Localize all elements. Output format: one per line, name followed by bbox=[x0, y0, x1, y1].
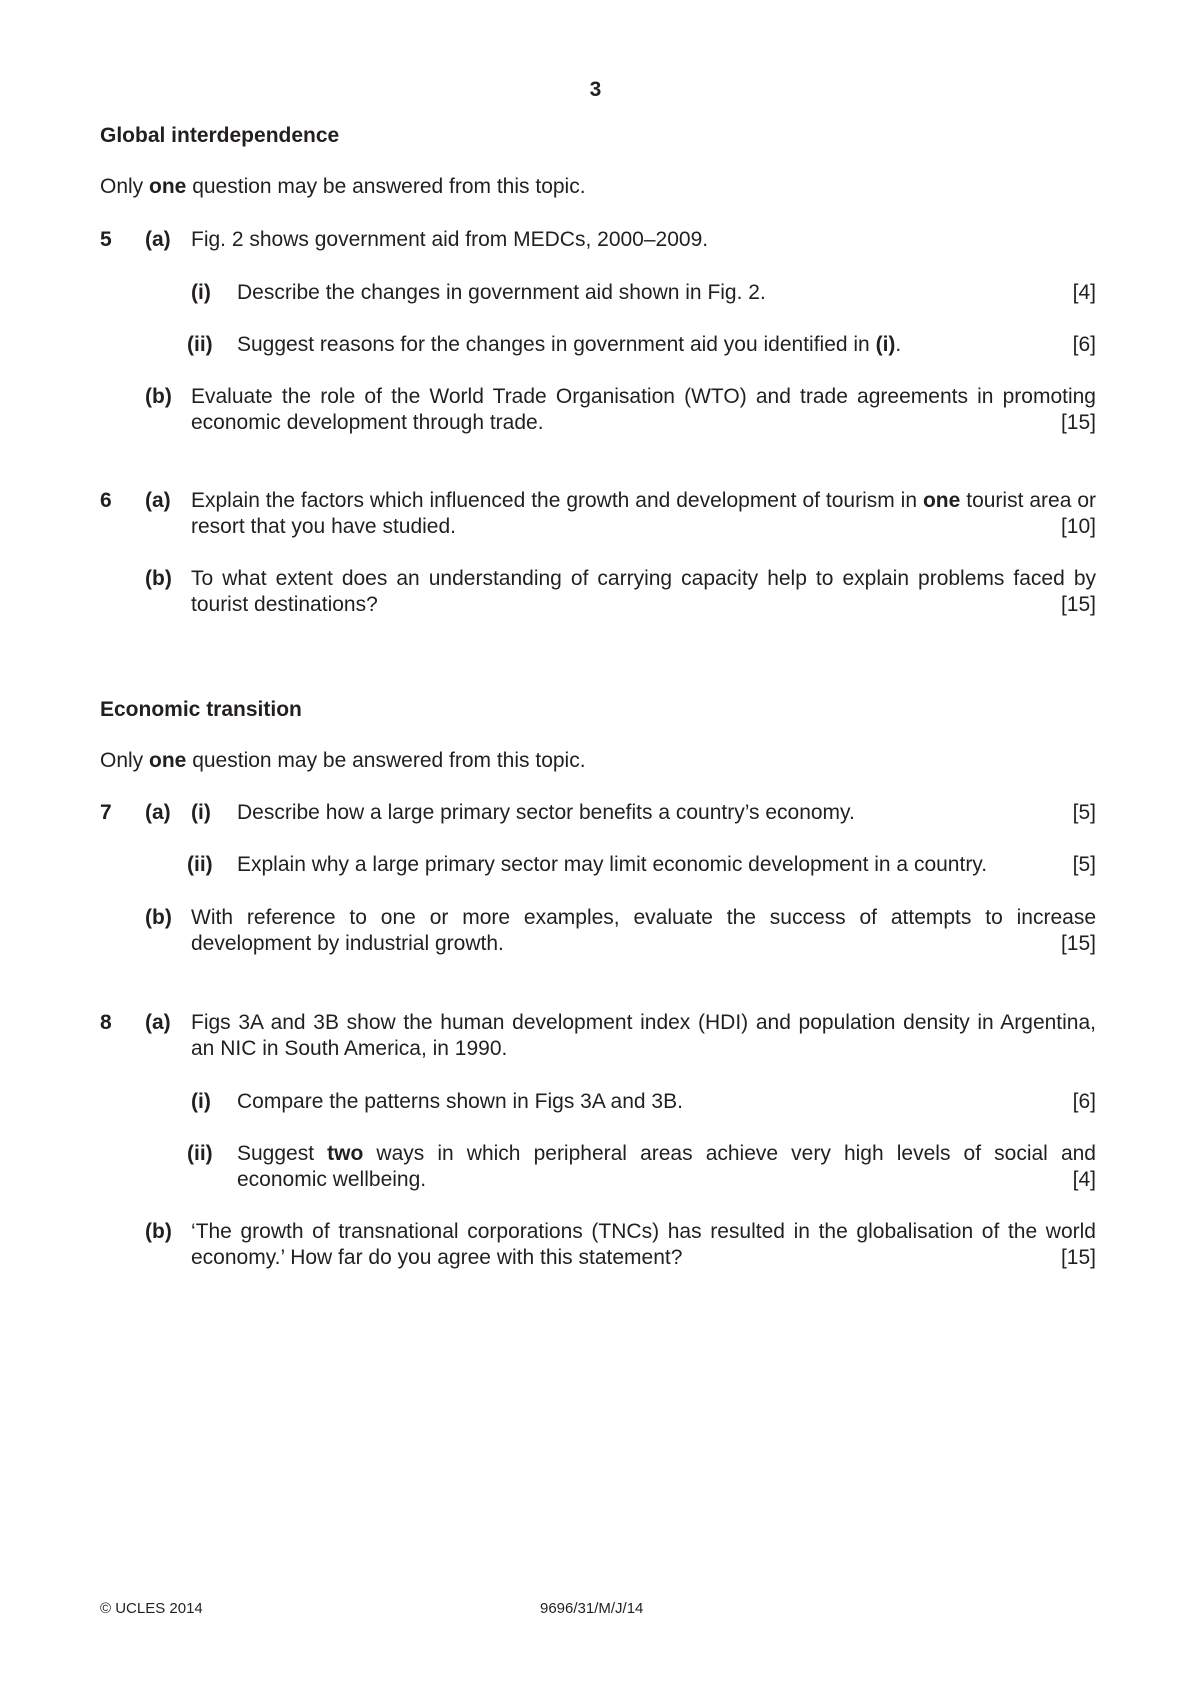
question-6a-text: Explain the factors which influenced the growth and development of tourism in one tourist area or resort that you have studied. bbox=[191, 489, 1096, 538]
question-number-7: 7 bbox=[100, 801, 112, 824]
marks-7b: [15] bbox=[1060, 932, 1096, 955]
question-number-8: 8 bbox=[100, 1011, 112, 1034]
page-number: 3 bbox=[589, 78, 602, 101]
section-instruction: Only one question may be answered from this topic. bbox=[100, 175, 586, 198]
marks-5aii: [6] bbox=[1072, 333, 1096, 356]
subpart-label-7aii: (ii) bbox=[187, 853, 213, 876]
footer-paper-code: 9696/31/M/J/14 bbox=[540, 1600, 644, 1617]
marks-5b: [15] bbox=[1060, 411, 1096, 434]
part-label-8a: (a) bbox=[145, 1011, 171, 1034]
subpart-label-5aii: (ii) bbox=[187, 333, 213, 356]
part-label-5a: (a) bbox=[145, 228, 171, 251]
section-heading-economic-transition: Economic transition bbox=[100, 698, 302, 721]
marks-8ai: [6] bbox=[1072, 1090, 1096, 1113]
question-8aii-text: Suggest two ways in which peripheral areas achieve very high levels of social and economic wellbeing. bbox=[237, 1142, 1096, 1191]
subpart-label-8ai: (i) bbox=[191, 1090, 211, 1113]
section-heading-global-interdependence: Global interdependence bbox=[100, 124, 340, 147]
question-number-5: 5 bbox=[100, 228, 112, 251]
marks-8b: [15] bbox=[1060, 1246, 1096, 1269]
question-6b-text: To what extent does an understanding of carrying capacity help to explain problems faced by tourist destinations? bbox=[191, 567, 1096, 616]
section-instruction: Only one question may be answered from this topic. bbox=[100, 749, 586, 772]
part-label-7a: (a) bbox=[145, 801, 171, 824]
part-label-7b: (b) bbox=[145, 906, 172, 929]
marks-7aii: [5] bbox=[1072, 853, 1096, 876]
question-7aii-text: Explain why a large primary sector may limit economic development in a country. bbox=[237, 853, 988, 876]
part-label-8b: (b) bbox=[145, 1220, 172, 1243]
question-7b-text: With reference to one or more examples, evaluate the success of attempts to increase development by industrial growth. bbox=[191, 906, 1096, 955]
marks-8aii: [4] bbox=[1072, 1168, 1096, 1191]
part-label-5b: (b) bbox=[145, 385, 172, 408]
question-5ai-text: Describe the changes in government aid shown in Fig. 2. bbox=[237, 281, 766, 304]
footer-copyright: © UCLES 2014 bbox=[100, 1600, 203, 1617]
marks-6b: [15] bbox=[1060, 593, 1096, 616]
part-label-6a: (a) bbox=[145, 489, 171, 512]
marks-6a: [10] bbox=[1060, 515, 1096, 538]
question-8ai-text: Compare the patterns shown in Figs 3A and 3B. bbox=[237, 1090, 683, 1113]
subpart-label-8aii: (ii) bbox=[187, 1142, 213, 1165]
marks-5ai: [4] bbox=[1072, 281, 1096, 304]
subpart-label-7ai: (i) bbox=[191, 801, 211, 824]
question-8a-text: Figs 3A and 3B show the human development index (HDI) and population density in Argentina, an NIC in South America, in 1990. bbox=[191, 1011, 1096, 1060]
subpart-label-5ai: (i) bbox=[191, 281, 211, 304]
question-5b-text: Evaluate the role of the World Trade Organisation (WTO) and trade agreements in promoting economic development through trade. bbox=[191, 385, 1096, 434]
part-label-6b: (b) bbox=[145, 567, 172, 590]
question-8b-text: ‘The growth of transnational corporations (TNCs) has resulted in the globalisation of the world economy.’ How far do you agree with this statement? bbox=[191, 1220, 1096, 1269]
question-5a-text: Fig. 2 shows government aid from MEDCs, 2000–2009. bbox=[191, 228, 709, 251]
question-number-6: 6 bbox=[100, 489, 112, 512]
question-7ai-text: Describe how a large primary sector benefits a country’s economy. bbox=[237, 801, 855, 824]
question-5aii-text: Suggest reasons for the changes in government aid you identified in (i). bbox=[237, 333, 902, 356]
marks-7ai: [5] bbox=[1072, 801, 1096, 824]
